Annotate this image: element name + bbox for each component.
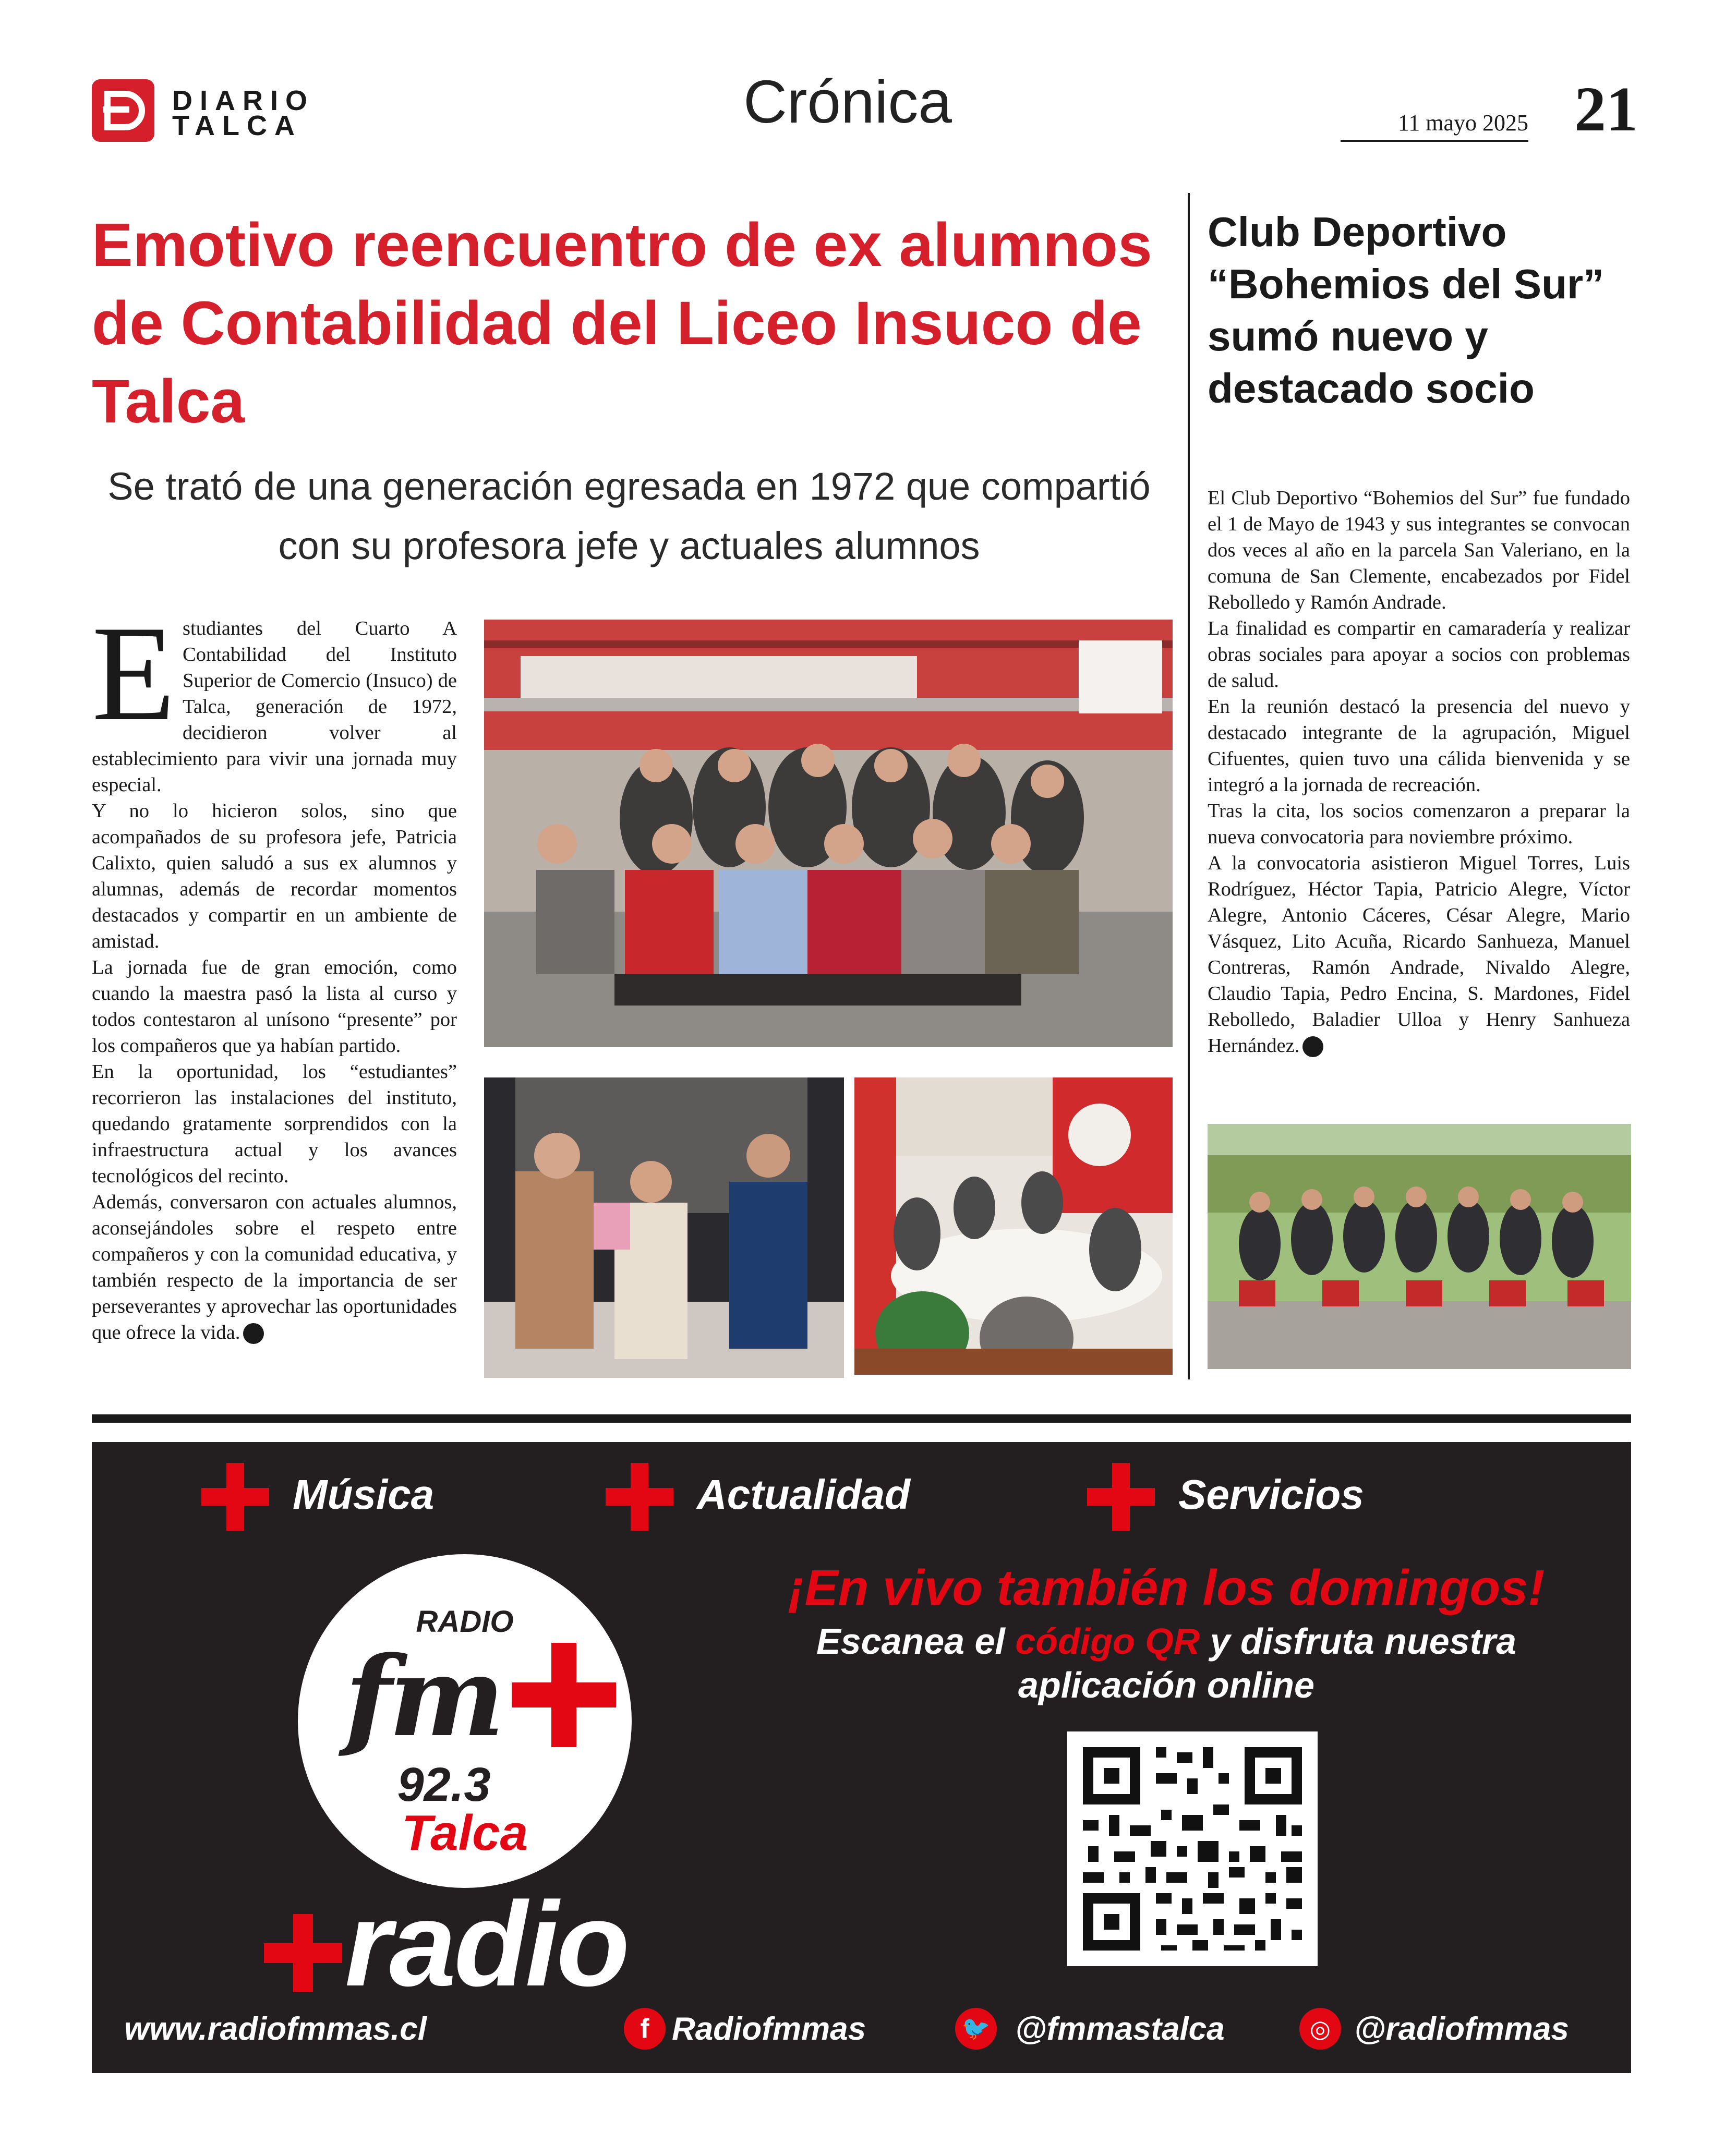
article-paragraph-text: Además, conversaron con actuales alumnos, aconsejándoles sobre el respeto entre compañeros y con la comunidad educativa, y también respecto de la importancia de ser perseverantes y aprovechar las oportunidades que ofrece la vida. <box>92 1191 457 1343</box>
logo-city: Talca <box>402 1805 528 1861</box>
article-subhead: Se trató de una generación egresada en 1972 que compartió con su profesora jefe y actuales alumnos <box>107 465 1151 567</box>
sidebar-body <box>1208 485 1630 1059</box>
mas-radio-plus-icon <box>264 1914 342 1992</box>
ceremony-photo <box>484 1077 844 1378</box>
sidebar-paragraph: El Club Deportivo “Bohemios del Sur” fue fundado el 1 de Mayo de 1943 y sus integrantes se convocan dos veces al año en la parcela San Valeriano, en la comuna de San Clemente, encabezados por Fidel Rebolledo y Ramón Andrade. <box>1208 487 1630 613</box>
end-of-article-icon <box>243 1323 264 1344</box>
article-paragraph: studiantes del Cuarto A Contabilidad del Instituto Superior de Comercio (Insuco) de Talca, generación de 1972, decidieron volver al establecimiento para vivir una jornada muy especial. <box>92 617 457 796</box>
logo-fm: fm <box>345 1632 502 1761</box>
mas-radio-slogan: radio <box>345 1877 628 2011</box>
sidebar-paragraph <box>1208 850 1630 1059</box>
lunch-photo <box>854 1077 1173 1375</box>
sidebar-paragraph: Tras la cita, los socios comenzaron a preparar la nueva convocatoria para noviembre próximo. <box>1208 800 1630 848</box>
website-link[interactable]: www.radiofmmas.cl <box>124 2011 427 2047</box>
plus-icon <box>201 1463 269 1531</box>
ad-live-tagline: ¡En vivo también los domingos! <box>788 1560 1545 1616</box>
ad-item-musica: Música <box>293 1471 435 1518</box>
section-title: Crónica <box>743 68 952 136</box>
sidebar-paragraph-text: A la convocatoria asistieron Miguel Torres, Luis Rodríguez, Héctor Tapia, Patricio Alegre, Víctor Alegre, Antonio Cáceres, César Alegre, Mario Vásquez, Lito Acuña, Ricardo Sanhueza, Manuel Contreras, Ramón Andrade, Nivaldo Alegre, Claudio Tapia, Pedro Encina, S. Mardones, Fidel Rebolledo, Baladier Ulloa y Henry Sanhueza Hernández. <box>1208 852 1630 1057</box>
plus-icon <box>606 1463 673 1531</box>
column-divider <box>1188 193 1190 1379</box>
ad-scan-after: y disfruta nuestra aplicación online <box>1018 1621 1517 1705</box>
ad-item-actualidad: Actualidad <box>697 1471 910 1518</box>
date-underline <box>1341 140 1528 142</box>
ad-scan-before: Escanea el <box>816 1621 1016 1662</box>
radio-logo <box>298 1554 632 1888</box>
article-paragraph: En la oportunidad, los “estudiantes” recorrieron las instalaciones del instituto, quedando gratamente sorprendidos con la infraestructura actual y los avances tecnológicos del recinto. <box>92 1061 457 1187</box>
twitter-icon: 🐦 <box>955 2008 997 2050</box>
article-body <box>92 598 457 1346</box>
bottom-rule <box>92 1414 1631 1423</box>
logo-frequency: 92.3 <box>397 1758 491 1811</box>
page-number: 21 <box>1574 74 1638 144</box>
article-paragraph: Y no lo hicieron solos, sino que acompañados de su profesora jefe, Patricia Calixto, quien saludó a sus ex alumnos y alumnas, además de recordar momentos destacados y compartir en un ambiente de amistad. <box>92 800 457 952</box>
ad-scan-highlight: código QR <box>1015 1621 1200 1662</box>
sidebar-paragraph: En la reunión destacó la presencia del nuevo y destacado integrante de la agrupación, Miguel Cifuentes, quien tuvo una cálida bienvenida y se integró a la jornada de recreación. <box>1208 696 1630 796</box>
drop-cap: E <box>92 598 176 749</box>
issue-date: 11 mayo 2025 <box>1397 110 1528 136</box>
article-paragraph <box>92 1189 457 1346</box>
logo-plus-icon <box>512 1643 616 1747</box>
logo-radio-word: RADIO <box>416 1605 514 1639</box>
facebook-icon: f <box>624 2008 666 2050</box>
club-group-photo <box>1208 1124 1631 1369</box>
instagram-icon: ◎ <box>1299 2008 1341 2050</box>
twitter-handle[interactable]: @fmmastalca <box>1015 2011 1225 2047</box>
sidebar-paragraph: La finalidad es compartir en camaradería y realizar obras sociales para apoyar a socios con problemas de salud. <box>1208 617 1630 692</box>
ad-item-servicios: Servicios <box>1178 1471 1364 1518</box>
end-of-article-icon <box>1302 1036 1323 1057</box>
radio-advertisement <box>92 1442 1631 2073</box>
qr-code-icon[interactable] <box>1067 1731 1318 1966</box>
instagram-handle[interactable]: @radiofmmas <box>1354 2011 1569 2047</box>
sidebar-headline: Club Deportivo “Bohemios del Sur” sumó nuevo y destacado socio <box>1208 209 1605 411</box>
article-paragraph: La jornada fue de gran emoción, como cuando la maestra pasó la lista al curso y todos contestaron al unísono “presente” por los compañeros que ya habían partido. <box>92 956 457 1057</box>
diario-talca-logo-icon <box>92 79 154 142</box>
article-headline: Emotivo reencuentro de ex alumnos de Contabilidad del Liceo Insuco de Talca <box>92 211 1152 436</box>
group-photo <box>484 620 1173 1047</box>
plus-icon <box>1087 1463 1155 1531</box>
facebook-handle[interactable]: Radiofmmas <box>672 2011 866 2047</box>
brand-line-2: TALCA <box>172 110 302 141</box>
brand-line-1: DIARIO <box>172 85 315 116</box>
ad-scan-text <box>723 1619 1610 1707</box>
